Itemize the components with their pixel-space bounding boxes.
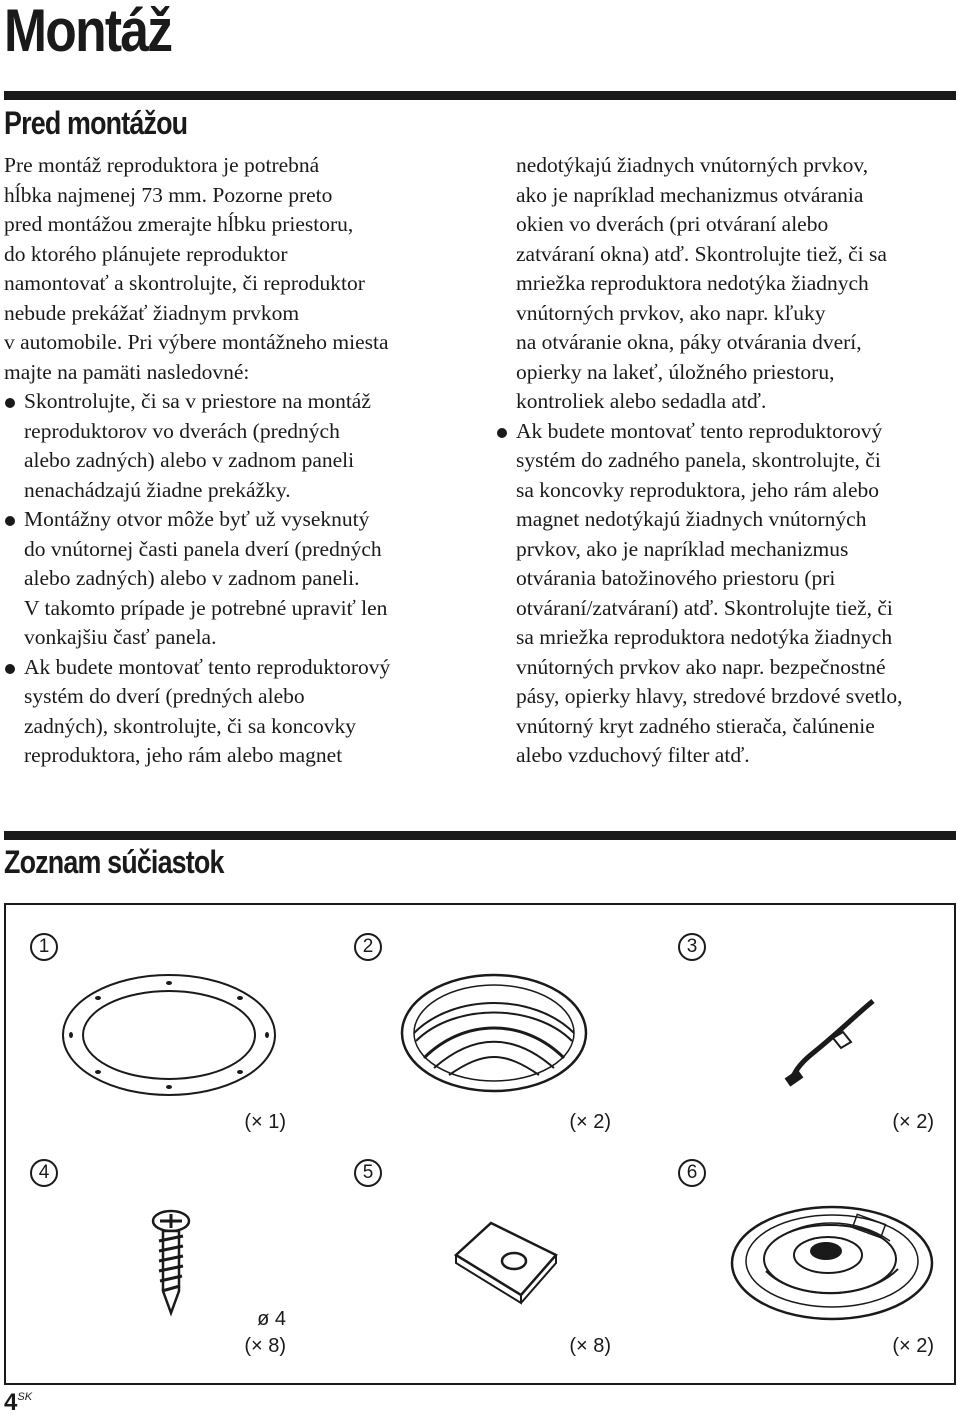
text-line: majte na pamäti nasledovné: (4, 359, 250, 384)
text-line: hĺbka najmenej 73 mm. Pozorne preto (4, 182, 333, 207)
part-number-badge: 5 (354, 1159, 382, 1187)
part-quantity: (× 2) (892, 1335, 934, 1357)
text-line: sa mriežka reproduktora nedotýka žiadnych (516, 625, 893, 649)
bullet-item (496, 417, 936, 447)
bullet-icon (5, 664, 15, 674)
part-size: ø 4 (257, 1308, 286, 1330)
text-line: magnet nedotýkajú žiadnych vnútorných (516, 507, 867, 531)
section-heading-parts-list: Zoznam súčiastok (4, 844, 224, 880)
text-line: prvkov, ako je napríklad mechanizmus (516, 536, 849, 561)
text-line: opierky na lakeť, úložného priestoru, (516, 359, 835, 384)
part-quantity: (× 8) (244, 1335, 286, 1357)
text-line: zatváraní okna) atď. Skontrolujte tiež, či sa (516, 241, 887, 266)
text-line: Ak budete montovať tento reproduktorový (516, 418, 883, 443)
bullet-icon (5, 398, 15, 408)
text-line: reproduktorov vo dverách (predných (24, 418, 340, 443)
text-line: zadných), skontrolujte, či sa koncovky (24, 713, 356, 738)
parts-list-box (4, 903, 956, 1385)
text-line: Pre montáž reproduktora je potrebná (4, 153, 320, 177)
section-divider (4, 91, 956, 100)
text-line: otváraní/zatváraní) atď. Skontrolujte tiež, či (516, 595, 893, 620)
text-column-left (4, 151, 474, 771)
text-line: alebo vzduchový filter atď. (516, 743, 750, 767)
part-number-badge: 2 (354, 933, 382, 961)
text-line: nedotýkajú žiadnych vnútorných prvkov, (516, 153, 869, 177)
screw-illustration (146, 1209, 196, 1319)
bullet-item (4, 505, 474, 535)
text-line: na otváranie okna, páky otvárania dverí, (516, 330, 862, 354)
text-line: do vnútornej časti panela dverí (predných (24, 536, 382, 561)
text-line: reproduktora, jeho rám alebo magnet (24, 743, 343, 767)
text-line: do ktorého plánujete reproduktor (4, 241, 288, 266)
spring-nut-clip-illustration (446, 1215, 566, 1305)
text-line: nebude prekážať žiadnym prvkom (4, 300, 300, 325)
text-line: alebo zadných) alebo v zadnom paneli. (24, 566, 360, 590)
bullet-item (4, 387, 474, 417)
page-number-value: 4 (4, 1389, 18, 1416)
text-line: okien vo dverách (pri otváraní alebo (516, 212, 829, 236)
section-heading-before-installation: Pred montážou (4, 105, 188, 141)
text-line: pred montážou zmerajte hĺbku priestoru, (4, 212, 354, 236)
text-line: sa koncovky reproduktora, jeho rám alebo (516, 477, 879, 502)
part-quantity: (× 2) (569, 1111, 611, 1133)
page-number (4, 1383, 32, 1417)
text-line: kontroliek alebo sedadla atď. (516, 389, 767, 413)
speaker-illustration (726, 1201, 938, 1331)
part-number-badge: 4 (30, 1159, 58, 1187)
text-line: Skontrolujte, či sa v priestore na montáž (24, 389, 371, 413)
text-line: pásy, opierky hlavy, stredové brzdové svetlo, (516, 684, 903, 708)
bullet-icon (497, 428, 507, 438)
text-column-right (516, 151, 956, 771)
text-line: otvárania batožinového priestoru (pri (516, 566, 836, 590)
part-number-badge: 6 (678, 1159, 706, 1187)
page-title: Montáž (4, 0, 172, 64)
text-line: Montážny otvor môže byť už vyseknutý (24, 507, 370, 531)
mounting-ring-illustration (54, 963, 284, 1103)
text-line: namontovať a skontrolujte, či reproduktor (4, 271, 365, 295)
text-line: vnútorných prvkov ako napr. bezpečnostné (516, 654, 886, 679)
text-line: vnútorných prvkov, ako napr. kľuky (516, 300, 826, 325)
speaker-cable-illustration (778, 993, 898, 1093)
part-number-badge: 3 (678, 933, 706, 961)
text-line: Ak budete montovať tento reproduktorový (24, 654, 391, 679)
text-line: alebo zadných) alebo v zadnom paneli (24, 448, 355, 472)
text-line: vonkajšiu časť panela. (24, 625, 217, 649)
section-divider (4, 831, 956, 840)
text-line: v automobile. Pri výbere montážneho miesta (4, 330, 389, 354)
part-quantity: (× 8) (569, 1335, 611, 1357)
text-line: V takomto prípade je potrebné upraviť len (24, 595, 388, 620)
language-code: SK (17, 1391, 33, 1403)
part-quantity: (× 2) (892, 1111, 934, 1133)
text-line: vnútorný kryt zadného stierača, čalúnenie (516, 713, 875, 738)
bullet-icon (5, 516, 15, 526)
text-line: mriežka reproduktora nedotýka žiadnych (516, 271, 869, 295)
text-line: systém do dverí (predných alebo (24, 684, 305, 708)
part-quantity: (× 1) (244, 1111, 286, 1133)
text-line: ako je napríklad mechanizmus otvárania (516, 182, 864, 207)
part-number-badge: 1 (30, 933, 58, 961)
speaker-grille-illustration (394, 963, 594, 1103)
text-line: systém do zadného panela, skontrolujte, či (516, 448, 881, 472)
bullet-item (4, 653, 474, 683)
text-line: nenachádzajú žiadne prekážky. (24, 477, 291, 502)
